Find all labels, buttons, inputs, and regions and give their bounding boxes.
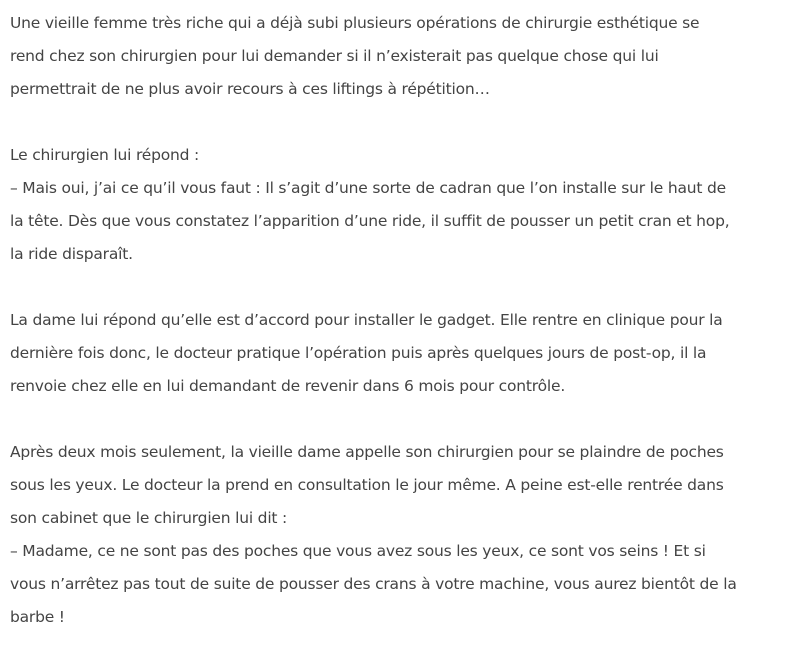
text-line: barbe !: [10, 608, 65, 626]
text-line: la ride disparaît.: [10, 245, 133, 263]
text-line: Une vieille femme très riche qui a déjà subi plusieurs opérations de chirurgie esthétique se: [10, 14, 700, 32]
text-line: vous n’arrêtez pas tout de suite de pousser des crans à votre machine, vous aurez bientôt de la: [10, 575, 737, 593]
text-line: permettrait de ne plus avoir recours à ces liftings à répétition…: [10, 80, 490, 98]
text-line: Le chirurgien lui répond :: [10, 146, 200, 164]
text-line: Après deux mois seulement, la vieille dame appelle son chirurgien pour se plaindre de poches: [10, 443, 724, 461]
text-line: – Mais oui, j’ai ce qu’il vous faut : Il s’agit d’une sorte de cadran que l’on installe sur le haut de: [10, 179, 726, 197]
text-line: dernière fois donc, le docteur pratique l’opération puis après quelques jours de post-op, il la: [10, 344, 707, 362]
text-line: renvoie chez elle en lui demandant de revenir dans 6 mois pour contrôle.: [10, 377, 566, 395]
text-line: sous les yeux. Le docteur la prend en consultation le jour même. A peine est-elle rentrée dans: [10, 476, 724, 494]
paragraph-surgeon-reply: [10, 139, 790, 271]
text-line: – Madame, ce ne sont pas des poches que vous avez sous les yeux, ce sont vos seins ! Et si: [10, 542, 706, 560]
text-line: la tête. Dès que vous constatez l’apparition d’une ride, il suffit de pousser un petit cran et hop,: [10, 212, 730, 230]
paragraph-intro: [10, 7, 790, 106]
paragraph-operation: [10, 304, 790, 403]
text-line: son cabinet que le chirurgien lui dit :: [10, 509, 288, 527]
text-line: La dame lui répond qu’elle est d’accord pour installer le gadget. Elle rentre en clinique pour la: [10, 311, 723, 329]
paragraph-punchline: [10, 436, 790, 634]
text-line: rend chez son chirurgien pour lui demander si il n’existerait pas quelque chose qui lui: [10, 47, 659, 65]
